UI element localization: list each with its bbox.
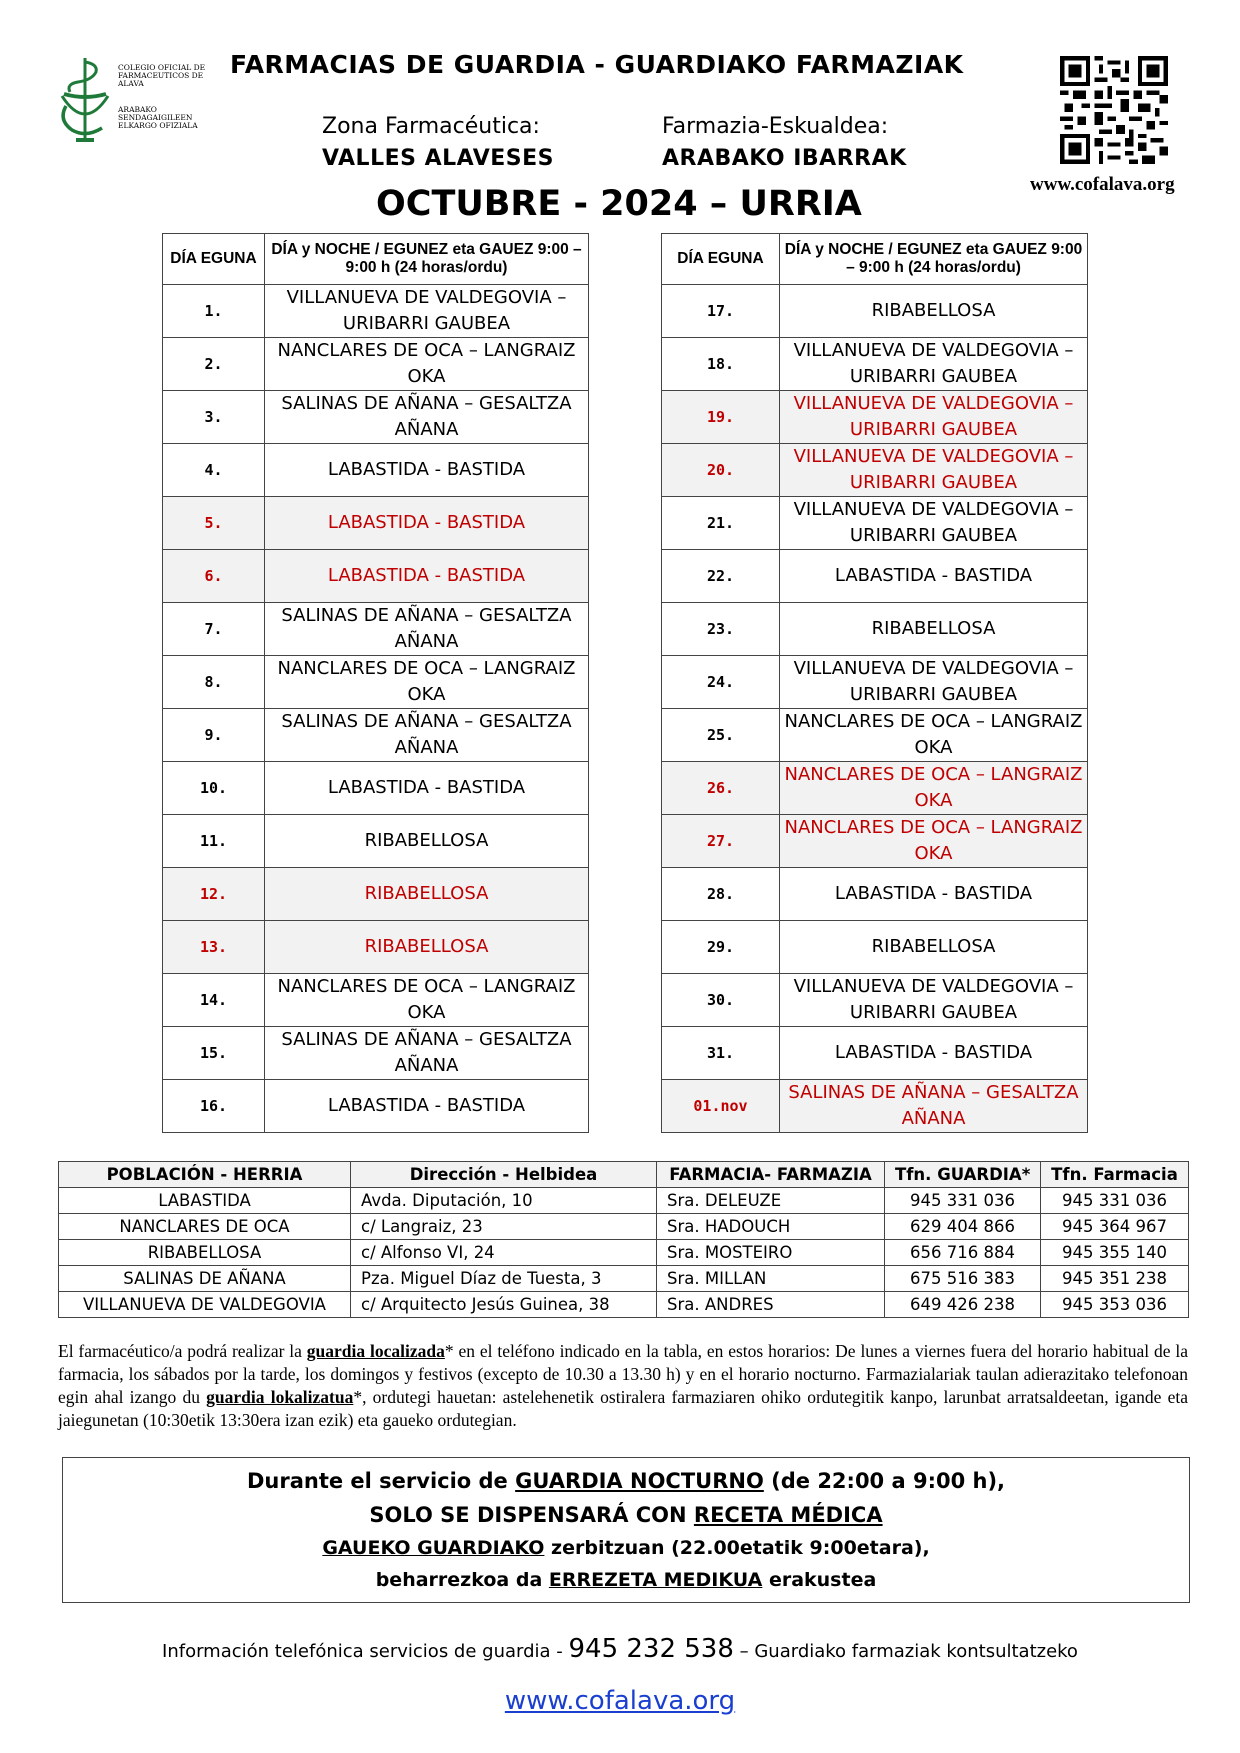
calendar-pharmacy: SALINAS DE AÑANA – GESALTZA AÑANA bbox=[265, 603, 589, 656]
calendar-row bbox=[662, 815, 1088, 868]
calendar-pharmacy: NANCLARES DE OCA – LANGRAIZ OKA bbox=[265, 974, 589, 1027]
table-cell[interactable]: 945 351 238 bbox=[1041, 1266, 1189, 1292]
calendar-row bbox=[662, 285, 1088, 338]
calendar-pharmacy: RIBABELLOSA bbox=[780, 285, 1088, 338]
calendar-row bbox=[163, 338, 589, 391]
calendar-row bbox=[163, 550, 589, 603]
calendar-pharmacy: VILLANUEVA DE VALDEGOVIA – URIBARRI GAUBEA bbox=[780, 497, 1088, 550]
table-cell: SALINAS DE AÑANA bbox=[59, 1266, 351, 1292]
table-cell[interactable]: 629 404 866 bbox=[885, 1214, 1041, 1240]
note-es-bold: guardia localizada bbox=[306, 1341, 445, 1361]
calendar-day: 3. bbox=[163, 391, 265, 444]
calendar-row bbox=[662, 497, 1088, 550]
col-service-header: DÍA y NOCHE / EGUNEZ eta GAUEZ 9:00 – 9:00 h (24 horas/ordu) bbox=[265, 234, 589, 285]
pharmacy-bowl-snake-icon bbox=[56, 54, 114, 144]
table-cell: c/ Arquitecto Jesús Guinea, 38 bbox=[351, 1292, 657, 1318]
zone-label-es: Zona Farmacéutica: bbox=[322, 114, 540, 139]
college-name-eu: ARABAKO SENDAGAIGILEEN ELKARGO OFIZIALA bbox=[118, 105, 198, 130]
table-row bbox=[59, 1266, 1189, 1292]
pharmacies-col-header: POBLACIÓN - HERRIA bbox=[59, 1162, 351, 1188]
night-line-3-u: GAUEKO GUARDIAKO bbox=[322, 1537, 545, 1559]
calendar-day: 12. bbox=[163, 868, 265, 921]
calendar-row bbox=[163, 921, 589, 974]
calendar-day: 27. bbox=[662, 815, 780, 868]
calendar-pharmacy: LABASTIDA - BASTIDA bbox=[780, 550, 1088, 603]
calendar-row bbox=[163, 603, 589, 656]
info-phone-number[interactable]: 945 232 538 bbox=[568, 1634, 734, 1664]
calendar-row bbox=[163, 709, 589, 762]
calendar-day: 29. bbox=[662, 921, 780, 974]
calendar-day: 22. bbox=[662, 550, 780, 603]
college-logo bbox=[56, 54, 226, 144]
night-line-4-u: ERREZETA MEDIKUA bbox=[548, 1569, 763, 1591]
calendar-pharmacy: NANCLARES DE OCA – LANGRAIZ OKA bbox=[265, 338, 589, 391]
calendar-day: 5. bbox=[163, 497, 265, 550]
calendar-pharmacy: NANCLARES DE OCA – LANGRAIZ OKA bbox=[265, 656, 589, 709]
calendar-pharmacy: RIBABELLOSA bbox=[265, 921, 589, 974]
calendar-row bbox=[662, 709, 1088, 762]
on-call-note bbox=[58, 1340, 1188, 1432]
calendar-pharmacy: VILLANUEVA DE VALDEGOVIA – URIBARRI GAUBEA bbox=[780, 391, 1088, 444]
calendar-day: 23. bbox=[662, 603, 780, 656]
calendar-day: 21. bbox=[662, 497, 780, 550]
table-cell[interactable]: 945 331 036 bbox=[885, 1188, 1041, 1214]
calendar-pharmacy: LABASTIDA - BASTIDA bbox=[780, 1027, 1088, 1080]
calendar-day: 28. bbox=[662, 868, 780, 921]
table-cell[interactable]: 675 516 383 bbox=[885, 1266, 1041, 1292]
calendar-day: 30. bbox=[662, 974, 780, 1027]
night-line-1-u: GUARDIA NOCTURNO bbox=[515, 1469, 764, 1493]
calendar-header-row bbox=[662, 234, 1088, 285]
calendar-row bbox=[662, 921, 1088, 974]
calendar-row bbox=[163, 656, 589, 709]
calendar-day: 4. bbox=[163, 444, 265, 497]
night-line-2 bbox=[63, 1498, 1189, 1532]
calendar-day: 24. bbox=[662, 656, 780, 709]
calendar-day: 2. bbox=[163, 338, 265, 391]
calendar-day: 31. bbox=[662, 1027, 780, 1080]
page-title: FARMACIAS DE GUARDIA - GUARDIAKO FARMAZIAK bbox=[230, 50, 964, 79]
table-cell[interactable]: 945 331 036 bbox=[1041, 1188, 1189, 1214]
calendar-day: 8. bbox=[163, 656, 265, 709]
calendar-day: 9. bbox=[163, 709, 265, 762]
table-cell: Avda. Diputación, 10 bbox=[351, 1188, 657, 1214]
calendar-pharmacy: RIBABELLOSA bbox=[780, 603, 1088, 656]
calendar-pharmacy: LABASTIDA - BASTIDA bbox=[780, 868, 1088, 921]
table-cell: NANCLARES DE OCA bbox=[59, 1214, 351, 1240]
night-line-3 bbox=[63, 1532, 1189, 1564]
pharmacies-col-header: Tfn. GUARDIA* bbox=[885, 1162, 1041, 1188]
calendar-day: 15. bbox=[163, 1027, 265, 1080]
calendar-row bbox=[662, 338, 1088, 391]
calendar-pharmacy: RIBABELLOSA bbox=[780, 921, 1088, 974]
night-line-1-a: Durante el servicio de bbox=[246, 1469, 516, 1493]
pharmacies-col-header: Tfn. Farmacia bbox=[1041, 1162, 1189, 1188]
calendar-pharmacy: VILLANUEVA DE VALDEGOVIA – URIBARRI GAUBEA bbox=[780, 338, 1088, 391]
calendar-row bbox=[662, 1080, 1088, 1133]
calendar-body-left bbox=[163, 285, 589, 1133]
calendar-row bbox=[662, 550, 1088, 603]
table-cell[interactable]: 945 364 967 bbox=[1041, 1214, 1189, 1240]
table-cell: Sra. ANDRES bbox=[657, 1292, 885, 1318]
table-cell[interactable]: 649 426 238 bbox=[885, 1292, 1041, 1318]
calendar-day: 01.nov bbox=[662, 1080, 780, 1133]
calendar-header-row bbox=[163, 234, 589, 285]
table-cell: Sra. DELEUZE bbox=[657, 1188, 885, 1214]
night-line-2-u: RECETA MÉDICA bbox=[693, 1503, 883, 1527]
calendar-pharmacy: SALINAS DE AÑANA – GESALTZA AÑANA bbox=[265, 391, 589, 444]
calendar-pharmacy: NANCLARES DE OCA – LANGRAIZ OKA bbox=[780, 762, 1088, 815]
calendar-pharmacy: VILLANUEVA DE VALDEGOVIA – URIBARRI GAUBEA bbox=[780, 444, 1088, 497]
calendar-pharmacy: VILLANUEVA DE VALDEGOVIA – URIBARRI GAUBEA bbox=[780, 656, 1088, 709]
night-line-1 bbox=[63, 1458, 1189, 1498]
calendar-row bbox=[662, 391, 1088, 444]
night-line-4 bbox=[63, 1564, 1189, 1596]
calendar-day: 19. bbox=[662, 391, 780, 444]
night-line-4-a: beharrezkoa da bbox=[375, 1569, 549, 1591]
calendar-pharmacy: VILLANUEVA DE VALDEGOVIA – URIBARRI GAUBEA bbox=[780, 974, 1088, 1027]
calendar-row bbox=[163, 868, 589, 921]
table-row bbox=[59, 1240, 1189, 1266]
calendar-day: 26. bbox=[662, 762, 780, 815]
website-link-top[interactable]: www.cofalava.org bbox=[1030, 174, 1175, 195]
calendar-pharmacy: SALINAS DE AÑANA – GESALTZA AÑANA bbox=[780, 1080, 1088, 1133]
table-cell: Sra. MILLAN bbox=[657, 1266, 885, 1292]
table-row bbox=[59, 1188, 1189, 1214]
calendar-day: 18. bbox=[662, 338, 780, 391]
calendar-day: 14. bbox=[163, 974, 265, 1027]
calendar-body-right bbox=[662, 285, 1088, 1133]
calendar-row bbox=[163, 762, 589, 815]
calendar-row bbox=[163, 497, 589, 550]
note-eu-text-2: *, ordutegi hauetan: astelehenetik ostiralera farmaziaren ohiko ordutegitik kanpo, larunbat arratsaldeetan, igande eta jaiegunetan (10:30etik 13:30era izan ezik) eta gaueko ordutegian. bbox=[58, 1387, 1188, 1430]
table-cell: Sra. MOSTEIRO bbox=[657, 1240, 885, 1266]
table-cell: c/ Alfonso VI, 24 bbox=[351, 1240, 657, 1266]
pharmacies-header-row bbox=[59, 1162, 1189, 1188]
calendar-row bbox=[662, 603, 1088, 656]
calendar-pharmacy: NANCLARES DE OCA – LANGRAIZ OKA bbox=[780, 709, 1088, 762]
note-eu-text: Farmazialariak taulan adierazitako telefonoan egin ahal izango du bbox=[58, 1364, 1188, 1407]
college-name-es: COLEGIO OFICIAL DE FARMACEUTICOS DE ALAVA bbox=[118, 63, 206, 88]
calendar-pharmacy: NANCLARES DE OCA – LANGRAIZ OKA bbox=[780, 815, 1088, 868]
phone-info-es: Información telefónica servicios de guardia - bbox=[162, 1641, 569, 1662]
calendar-row bbox=[163, 1080, 589, 1133]
calendar-pharmacy: LABASTIDA - BASTIDA bbox=[265, 1080, 589, 1133]
calendar-row bbox=[163, 974, 589, 1027]
phone-info-eu: – Guardiako farmaziak kontsultatzeko bbox=[733, 1641, 1078, 1662]
calendar-pharmacy: LABASTIDA - BASTIDA bbox=[265, 444, 589, 497]
table-cell: c/ Langraiz, 23 bbox=[351, 1214, 657, 1240]
note-eu-bold: guardia lokalizatua bbox=[206, 1387, 354, 1407]
calendar-table-right bbox=[661, 233, 1088, 1133]
calendar-pharmacy: SALINAS DE AÑANA – GESALTZA AÑANA bbox=[265, 709, 589, 762]
table-row bbox=[59, 1292, 1189, 1318]
calendar-row bbox=[662, 974, 1088, 1027]
table-cell: VILLANUEVA DE VALDEGOVIA bbox=[59, 1292, 351, 1318]
pharmacies-body bbox=[59, 1188, 1189, 1318]
table-cell: Sra. HADOUCH bbox=[657, 1214, 885, 1240]
zone-value-es: VALLES ALAVESES bbox=[322, 146, 554, 171]
night-line-1-b: (de 22:00 a 9:00 h), bbox=[763, 1469, 1006, 1493]
table-cell: Pza. Miguel Díaz de Tuesta, 3 bbox=[351, 1266, 657, 1292]
calendar-day: 16. bbox=[163, 1080, 265, 1133]
pharmacies-col-header: Dirección - Helbidea bbox=[351, 1162, 657, 1188]
calendar-day: 11. bbox=[163, 815, 265, 868]
calendar-row bbox=[662, 762, 1088, 815]
calendar-pharmacy: RIBABELLOSA bbox=[265, 815, 589, 868]
table-cell[interactable]: 945 353 036 bbox=[1041, 1292, 1189, 1318]
pharmacies-table bbox=[58, 1161, 1189, 1318]
website-link-bottom[interactable]: www.cofalava.org bbox=[504, 1686, 736, 1716]
calendar-row bbox=[163, 391, 589, 444]
calendar-row bbox=[163, 285, 589, 338]
night-line-4-b: erakustea bbox=[762, 1569, 877, 1591]
col-service-header: DÍA y NOCHE / EGUNEZ eta GAUEZ 9:00 – 9:00 h (24 horas/ordu) bbox=[780, 234, 1088, 285]
calendar-pharmacy: SALINAS DE AÑANA – GESALTZA AÑANA bbox=[265, 1027, 589, 1080]
calendar-day: 10. bbox=[163, 762, 265, 815]
night-line-3-b: zerbitzuan (22.00etatik 9:00etara), bbox=[544, 1537, 930, 1559]
calendar-row bbox=[163, 815, 589, 868]
calendar-table-left bbox=[162, 233, 589, 1133]
calendar-pharmacy: LABASTIDA - BASTIDA bbox=[265, 550, 589, 603]
table-cell[interactable]: 656 716 884 bbox=[885, 1240, 1041, 1266]
table-cell: RIBABELLOSA bbox=[59, 1240, 351, 1266]
night-line-2-a: SOLO SE DISPENSARÁ CON bbox=[369, 1503, 694, 1527]
calendar-pharmacy: LABASTIDA - BASTIDA bbox=[265, 762, 589, 815]
calendar-day: 13. bbox=[163, 921, 265, 974]
calendar-day: 17. bbox=[662, 285, 780, 338]
month-title: OCTUBRE - 2024 – URRIA bbox=[376, 184, 862, 224]
zone-value-eu: ARABAKO IBARRAK bbox=[662, 146, 907, 171]
calendar-day: 20. bbox=[662, 444, 780, 497]
zone-label-eu: Farmazia-Eskualdea: bbox=[662, 114, 889, 139]
table-cell[interactable]: 945 355 140 bbox=[1041, 1240, 1189, 1266]
calendar-row bbox=[662, 868, 1088, 921]
calendar-row bbox=[163, 444, 589, 497]
calendar-day: 25. bbox=[662, 709, 780, 762]
calendar-row bbox=[662, 444, 1088, 497]
calendar-row bbox=[163, 1027, 589, 1080]
col-day-header: DÍA EGUNA bbox=[163, 234, 265, 285]
night-service-box bbox=[62, 1457, 1190, 1603]
calendar-pharmacy: LABASTIDA - BASTIDA bbox=[265, 497, 589, 550]
pharmacies-col-header: FARMACIA- FARMAZIA bbox=[657, 1162, 885, 1188]
table-cell: LABASTIDA bbox=[59, 1188, 351, 1214]
calendar-day: 1. bbox=[163, 285, 265, 338]
calendar-row bbox=[662, 656, 1088, 709]
phone-info bbox=[0, 1634, 1240, 1664]
table-row bbox=[59, 1214, 1189, 1240]
note-es-text-2: * en el teléfono indicado en la tabla, en estos horarios: De lunes a viernes fuera del horario habitual de la farmacia, los sábados por la tarde, los domingos y festivos (excepto de 10.30 a 13.30 h) y en el horario nocturno. bbox=[58, 1341, 1189, 1384]
note-es-text: El farmacéutico/a podrá realizar la bbox=[58, 1341, 307, 1361]
calendar-day: 6. bbox=[163, 550, 265, 603]
col-day-header: DÍA EGUNA bbox=[662, 234, 780, 285]
calendar-pharmacy: VILLANUEVA DE VALDEGOVIA – URIBARRI GAUBEA bbox=[265, 285, 589, 338]
calendar-pharmacy: RIBABELLOSA bbox=[265, 868, 589, 921]
calendar-row bbox=[662, 1027, 1088, 1080]
qr-code-icon bbox=[1060, 56, 1168, 164]
calendar-day: 7. bbox=[163, 603, 265, 656]
